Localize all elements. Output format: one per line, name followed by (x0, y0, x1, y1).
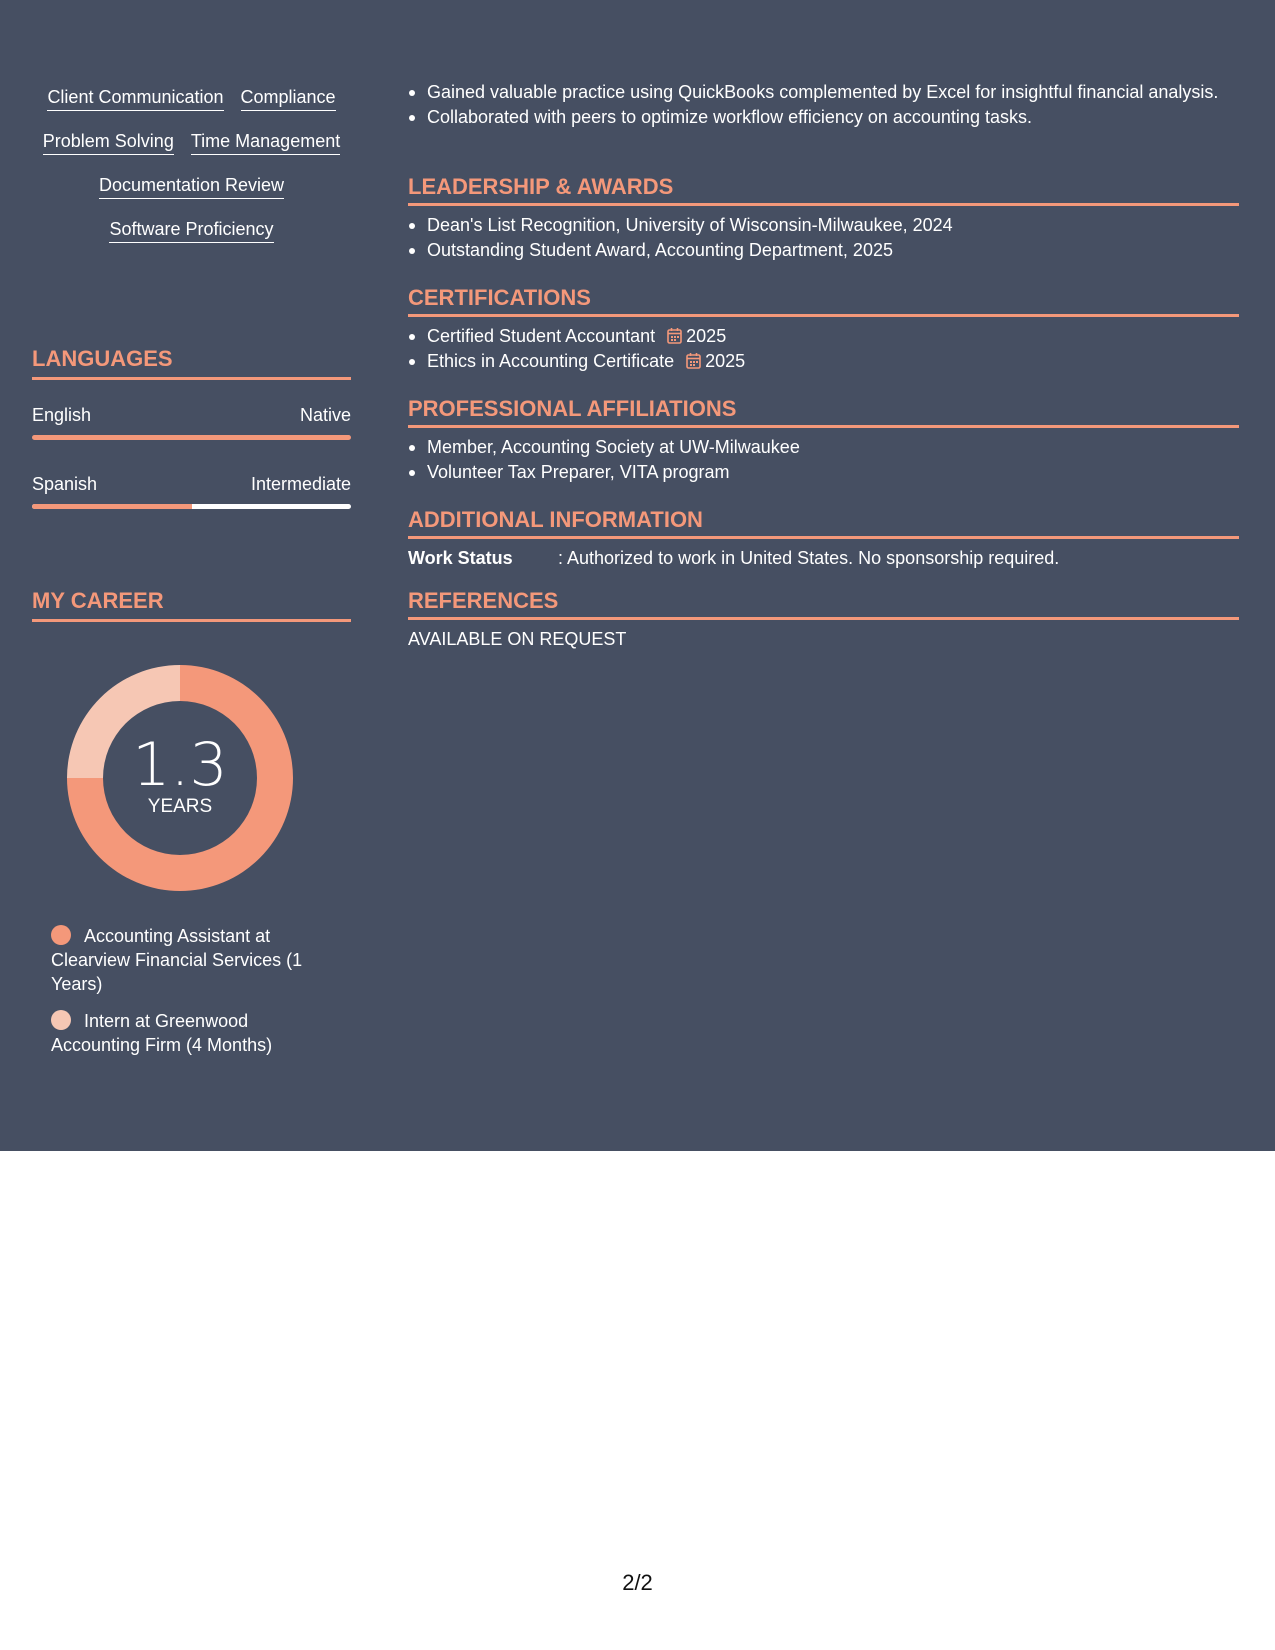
cert-year: 2025 (705, 351, 746, 371)
bullet-item: Collaborated with peers to optimize workflow efficiency on accounting tasks. (408, 105, 1239, 130)
bullet-item: Member, Accounting Society at UW-Milwaukee (408, 435, 1239, 460)
experience-bullets (408, 80, 1239, 130)
career-heading: MY CAREER (32, 587, 351, 622)
work-status-value: : Authorized to work in United States. No sponsorship required. (558, 548, 1060, 568)
career-total: 1.3 (132, 730, 228, 800)
page-number: 2/2 (622, 1570, 653, 1595)
language-level: Native (299, 405, 351, 425)
language-level: Intermediate (250, 474, 351, 494)
references-section (408, 587, 1239, 651)
calendar-icon (667, 327, 682, 344)
section-title: CERTIFICATIONS (408, 284, 1239, 317)
skill-tag: Client Communication (47, 86, 223, 111)
language-bar (32, 435, 351, 440)
bullet-item: Dean's List Recognition, University of Wisconsin-Milwaukee, 2024 (408, 213, 1239, 238)
skill-tag: Software Proficiency (109, 218, 273, 243)
section-title: ADDITIONAL INFORMATION (408, 506, 1239, 539)
skill-tag: Compliance (241, 86, 336, 111)
legend-item (51, 924, 331, 996)
legend-label: Accounting Assistant at Clearview Financial Services (1 Years) (51, 926, 303, 994)
legend-dot (51, 925, 71, 945)
career-legend (51, 924, 331, 1070)
legend-item (51, 1009, 331, 1057)
legend-label: Intern at Greenwood Accounting Firm (4 Months) (51, 1011, 273, 1055)
language-english (32, 404, 351, 440)
additional-info-section (408, 506, 1239, 570)
cert-item (408, 349, 1239, 374)
legend-dot (51, 1010, 71, 1030)
section-title: REFERENCES (408, 587, 1239, 620)
cert-name: Certified Student Accountant (427, 326, 656, 346)
bullet-item: Gained valuable practice using QuickBooks complemented by Excel for insightful financial analysis. (408, 80, 1239, 105)
skill-tag: Documentation Review (99, 174, 284, 199)
language-bar (32, 504, 351, 509)
donut-center (67, 665, 293, 891)
language-bar-fill (32, 435, 351, 440)
cert-year: 2025 (686, 326, 727, 346)
languages-heading: LANGUAGES (32, 345, 351, 380)
cert-item (408, 324, 1239, 349)
career-unit: YEARS (147, 796, 213, 817)
skill-tag: Time Management (191, 130, 340, 155)
sidebar (32, 0, 351, 1151)
skills-list (32, 86, 351, 243)
leadership-section (408, 173, 1239, 263)
skill-tag: Problem Solving (43, 130, 174, 155)
affiliations-section (408, 395, 1239, 485)
language-bar-fill (32, 504, 192, 509)
section-title: PROFESSIONAL AFFILIATIONS (408, 395, 1239, 428)
cert-name: Ethics in Accounting Certificate (427, 351, 675, 371)
language-name: English (32, 405, 92, 425)
certifications-section (408, 284, 1239, 374)
work-status (408, 546, 1239, 570)
language-name: Spanish (32, 474, 98, 494)
bullet-item: Outstanding Student Award, Accounting Department, 2025 (408, 238, 1239, 263)
bullet-item: Volunteer Tax Preparer, VITA program (408, 460, 1239, 485)
language-spanish (32, 473, 351, 509)
references-text: AVAILABLE ON REQUEST (408, 629, 627, 649)
career-donut-chart (67, 665, 293, 891)
work-status-label: Work Status (408, 548, 513, 568)
calendar-icon (686, 352, 701, 369)
section-title: LEADERSHIP & AWARDS (408, 173, 1239, 206)
